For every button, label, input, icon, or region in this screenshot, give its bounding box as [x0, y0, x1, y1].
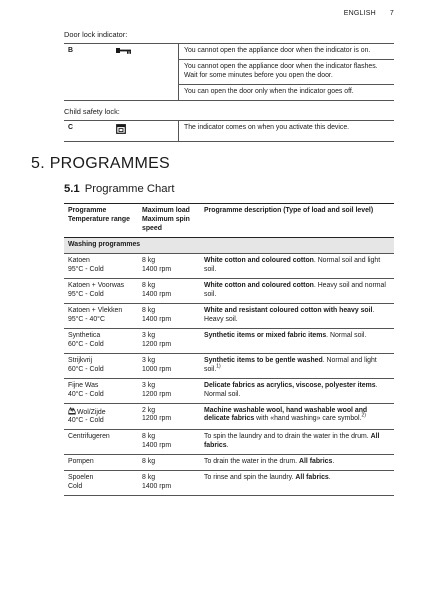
programme-name: Strijkvrij — [68, 356, 93, 364]
programme-load-cell — [138, 353, 200, 378]
programme-name: Synthetica — [68, 331, 101, 339]
programme-row — [64, 378, 394, 403]
door-lock-key: B — [64, 44, 112, 101]
programme-temperature: 40°C - Cold — [68, 417, 104, 425]
indicator-section — [64, 30, 394, 142]
footnote-ref: 2) — [361, 413, 366, 420]
programme-description — [200, 278, 394, 303]
description-bold: White and resistant coloured cotton with heavy soil — [204, 306, 373, 314]
programme-row — [64, 253, 394, 278]
programme-spin: 1400 rpm — [142, 265, 172, 273]
description-bold: All fabrics — [298, 458, 333, 466]
description-bold: All fabrics — [295, 474, 329, 482]
programme-load: 3 kg — [142, 356, 156, 364]
programme-spin: 1400 rpm — [142, 290, 172, 298]
programme-name-cell — [64, 403, 138, 430]
description-text: . — [226, 442, 229, 450]
programme-spin: 1200 rpm — [142, 415, 172, 423]
programme-load: 3 kg — [142, 331, 156, 339]
programme-name: Fijne Was — [68, 381, 99, 389]
hand-wash-icon — [68, 407, 76, 415]
programme-name-cell — [64, 471, 138, 496]
programme-load-cell — [138, 253, 200, 278]
programme-name-cell — [64, 328, 138, 353]
programme-load-cell — [138, 278, 200, 303]
programme-name: Wol/Zijde — [77, 408, 106, 416]
programme-description — [200, 471, 394, 496]
subsection-label: Programme Chart — [84, 183, 175, 195]
description-text: . — [332, 458, 335, 466]
programme-temperature: 95°C - 40°C — [68, 315, 105, 323]
programme-temperature: Cold — [68, 483, 83, 491]
child-lock-label: Child safety lock: — [64, 106, 120, 116]
header-programme: Programme Temperature range — [64, 204, 138, 238]
programme-name-cell — [64, 353, 138, 378]
page-header — [344, 10, 394, 17]
description-text: . Heavy soil and normal soil. — [204, 281, 386, 298]
programme-row — [64, 353, 394, 378]
programme-load: 2 kg — [142, 406, 156, 414]
programme-load-cell — [138, 328, 200, 353]
programme-name: Katoen + Vlekken — [68, 306, 123, 314]
programme-spin: 1200 rpm — [142, 390, 172, 398]
programme-description — [200, 328, 394, 353]
programme-load-cell — [138, 378, 200, 403]
child-lock-key: C — [64, 120, 112, 141]
door-lock-label: Door lock indicator: — [64, 30, 128, 39]
programme-description — [200, 455, 394, 471]
section-title: 5. PROGRAMMES — [31, 155, 171, 172]
description-text: To drain the water in the drum. — [204, 458, 299, 466]
programme-load-cell — [138, 471, 200, 496]
programme-load-cell — [138, 303, 200, 328]
programme-spin: 1000 rpm — [142, 365, 172, 373]
programme-spin: 1400 rpm — [142, 442, 172, 450]
programme-name-cell — [64, 278, 138, 303]
door-lock-desc-3: You can open the door only when the indicator goes off. — [179, 84, 395, 100]
programme-temperature: 95°C - Cold — [68, 290, 104, 298]
door-lock-row — [64, 44, 394, 60]
description-text: . Normal soil and light soil. — [204, 256, 381, 273]
subsection-number: 5.1 — [64, 183, 80, 195]
programme-description — [200, 430, 394, 455]
programme-name: Centrifugeren — [68, 433, 110, 441]
group-label: Washing programmes — [64, 237, 394, 253]
description-bold: Machine washable wool, hand washable wool and delicate fabrics — [204, 406, 368, 423]
programme-rows — [64, 253, 394, 495]
programme-chart — [64, 203, 394, 496]
chart-header-row — [64, 204, 394, 238]
programme-name-cell — [64, 378, 138, 403]
programme-spin: 1200 rpm — [142, 340, 172, 348]
group-row — [64, 237, 394, 253]
description-text: . Normal soil. — [326, 331, 367, 339]
programme-row — [64, 430, 394, 455]
programme-description — [200, 303, 394, 328]
description-text: . Normal and light soil. — [204, 356, 377, 373]
description-bold: White cotton and coloured cotton — [204, 281, 314, 289]
child-lock-table — [64, 120, 394, 142]
programme-spin: 1400 rpm — [142, 315, 172, 323]
description-text: To spin the laundry and to drain the water in the drum. — [204, 433, 371, 441]
programme-row — [64, 471, 394, 496]
programme-load: 8 kg — [142, 281, 156, 289]
description-text: with «hand washing» care symbol. — [254, 415, 362, 423]
programme-name: Katoen + Voorwas — [68, 281, 125, 289]
programme-name-cell — [64, 430, 138, 455]
programme-name-cell — [64, 455, 138, 471]
programme-temperature: 60°C - Cold — [68, 340, 104, 348]
description-bold: White cotton and coloured cotton — [204, 256, 314, 264]
description-text: . Normal soil. — [204, 381, 378, 398]
programme-description — [200, 353, 394, 378]
programme-name-cell — [64, 253, 138, 278]
child-lock-row — [64, 120, 394, 141]
description-text: . — [328, 474, 331, 482]
child-lock-icon — [112, 120, 179, 141]
programme-load: 8 kg — [142, 433, 156, 441]
description-text: To rinse and spin the laundry. — [204, 474, 296, 482]
programme-row — [64, 303, 394, 328]
door-lock-desc-2: You cannot open the appliance door when the indicator flashes. Wait for some minutes before you open the door. — [179, 59, 395, 84]
door-lock-table — [64, 43, 394, 101]
programme-load: 8 kg — [142, 458, 156, 466]
key-icon-svg — [116, 47, 132, 55]
header-description: Programme description (Type of load and soil level) — [200, 204, 394, 238]
programme-row — [64, 278, 394, 303]
programme-name: Spoelen — [68, 474, 94, 482]
programme-load-cell — [138, 403, 200, 430]
programme-load: 8 kg — [142, 256, 156, 264]
programme-load: 8 kg — [142, 474, 156, 482]
programme-row — [64, 328, 394, 353]
programme-description — [200, 378, 394, 403]
programme-description — [200, 403, 394, 430]
programme-name-cell — [64, 303, 138, 328]
programme-load: 8 kg — [142, 306, 156, 314]
programme-row — [64, 403, 394, 430]
page-number: 7 — [389, 10, 394, 17]
header-load: Maximum load Maximum spin speed — [138, 204, 200, 238]
programme-description — [200, 253, 394, 278]
programme-load-cell — [138, 455, 200, 471]
language-label: ENGLISH — [343, 10, 376, 17]
programme-spin: 1400 rpm — [142, 483, 172, 491]
key-icon — [112, 44, 179, 101]
description-text: . Heavy soil. — [204, 306, 375, 323]
programme-row — [64, 455, 394, 471]
programme-name: Katoen — [68, 256, 90, 264]
programme-load: 3 kg — [142, 381, 156, 389]
child-lock-icon-svg — [116, 124, 126, 134]
programme-temperature: 95°C - Cold — [68, 265, 104, 273]
description-bold: Synthetic items to be gentle washed — [204, 356, 323, 364]
programme-name: Pompen — [68, 458, 94, 466]
description-bold: All fabrics — [204, 433, 380, 450]
programme-temperature: 60°C - Cold — [68, 365, 104, 373]
subsection-title — [64, 183, 175, 195]
footnote-ref: 1) — [216, 363, 221, 370]
programme-temperature: 40°C - Cold — [68, 390, 104, 398]
child-lock-desc: The indicator comes on when you activate this device. — [179, 120, 395, 141]
programme-load-cell — [138, 430, 200, 455]
description-bold: Synthetic items or mixed fabric items — [204, 331, 327, 339]
door-lock-desc-1: You cannot open the appliance door when the indicator is on. — [179, 44, 395, 60]
description-bold: Delicate fabrics as acrylics, viscose, polyester items — [204, 381, 376, 389]
